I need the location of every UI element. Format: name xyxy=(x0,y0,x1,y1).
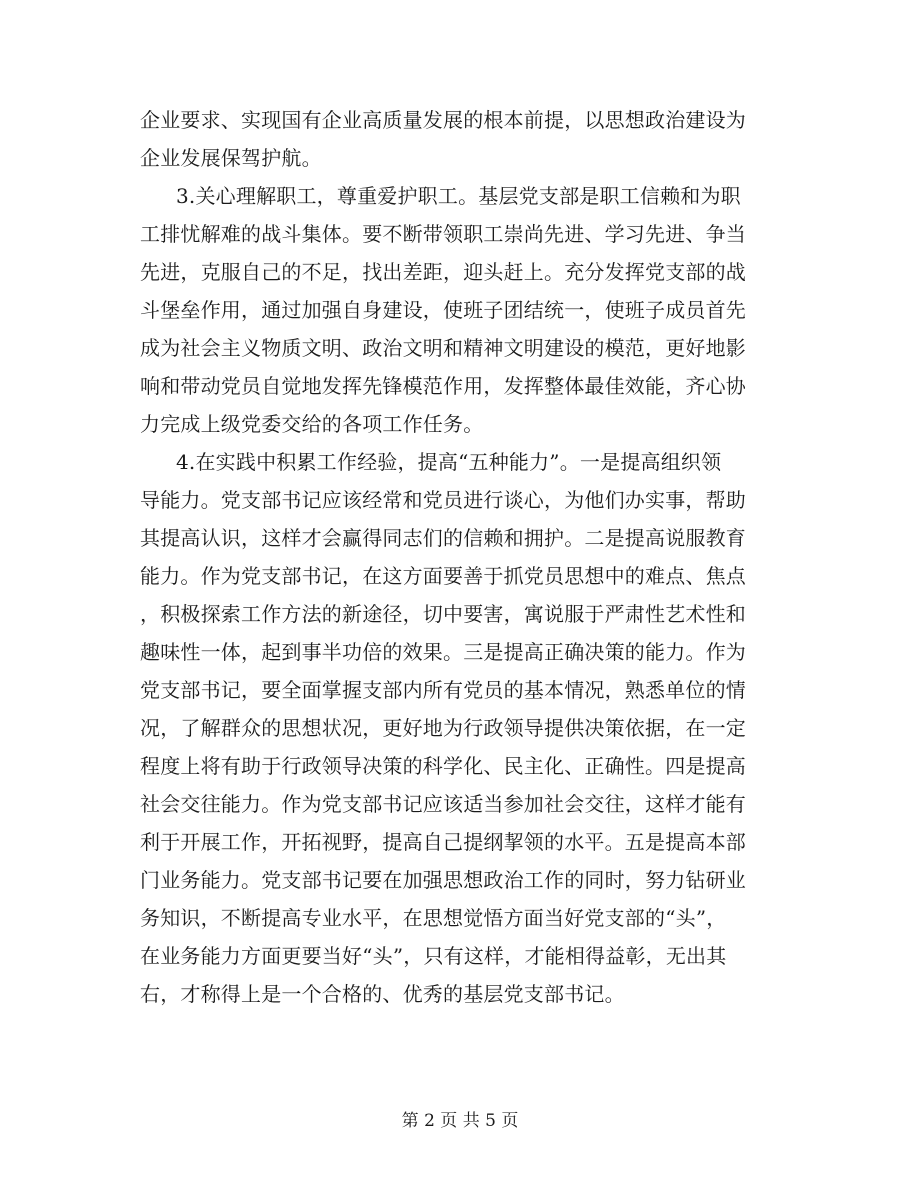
text-line: 响和带动党员自觉地发挥先锋模范作用，发挥整体最佳效能，齐心协 xyxy=(140,374,746,398)
text-line: 务知识，不断提高专业水平，在思想觉悟方面当好党支部的“头”， xyxy=(140,906,727,930)
text-line: 在业务能力方面更要当好“头”，只有这样，才能相得益彰，无出其 xyxy=(140,944,727,968)
paragraph-4-start: 4.在实践中积累工作经验，提高“五种能力”。一是提高组织领 xyxy=(176,450,722,474)
text-line: 工排忧解难的战斗集体。要不断带领职工崇尚先进、学习先进、争当 xyxy=(140,222,746,246)
text-line: 况，了解群众的思想状况，更好地为行政领导提供决策依据，在一定 xyxy=(140,716,746,740)
text-line: 企业发展保驾护航。 xyxy=(140,146,322,170)
text-line: 门业务能力。党支部书记要在加强思想政治工作的同时，努力钻研业 xyxy=(140,868,746,892)
text-line: 右，才称得上是一个合格的、优秀的基层党支部书记。 xyxy=(140,982,625,1006)
text-line: 趣味性一体，起到事半功倍的效果。三是提高正确决策的能力。作为 xyxy=(140,640,746,664)
text-line: 社会交往能力。作为党支部书记应该适当参加社会交往，这样才能有 xyxy=(140,792,746,816)
text-line: 力完成上级党委交给的各项工作任务。 xyxy=(140,412,484,436)
text-line: 企业要求、实现国有企业高质量发展的根本前提，以思想政治建设为 xyxy=(140,108,746,132)
text-line: 能力。作为党支部书记，在这方面要善于抓党员思想中的难点、焦点 xyxy=(140,564,746,588)
text-line: 党支部书记，要全面掌握支部内所有党员的基本情况，熟悉单位的情 xyxy=(140,678,746,702)
text-line: 成为社会主义物质文明、政治文明和精神文明建设的模范，更好地影 xyxy=(140,336,746,360)
paragraph-3-start: 3.关心理解职工，尊重爱护职工。基层党支部是职工信赖和为职 xyxy=(176,184,741,208)
text-line: 先进，克服自己的不足，找出差距，迎头赶上。充分发挥党支部的战 xyxy=(140,260,746,284)
text-line: 利于开展工作，开拓视野，提高自己提纲挈领的水平。五是提高本部 xyxy=(140,830,746,854)
text-line: 导能力。党支部书记应该经常和党员进行谈心，为他们办实事，帮助 xyxy=(140,488,746,512)
page-footer: 第 2 页 共 5 页 xyxy=(401,1111,519,1131)
text-line: ，积极探索工作方法的新途径，切中要害，寓说服于严肃性艺术性和 xyxy=(140,602,746,626)
text-line: 其提高认识，这样才会赢得同志们的信赖和拥护。二是提高说服教育 xyxy=(140,526,746,550)
text-line: 斗堡垒作用，通过加强自身建设，使班子团结统一，使班子成员首先 xyxy=(140,298,746,322)
text-line: 程度上将有助于行政领导决策的科学化、民主化、正确性。四是提高 xyxy=(140,754,746,778)
